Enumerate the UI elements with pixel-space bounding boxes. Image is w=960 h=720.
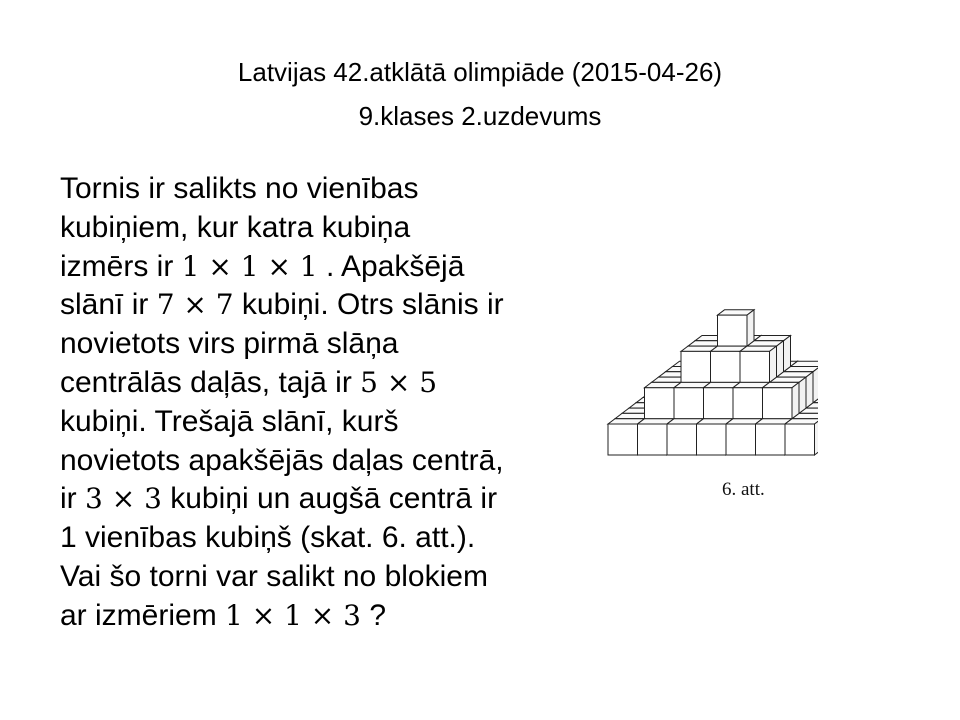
problem-line: Tornis ir salikts no vienības: [60, 172, 419, 205]
figure-caption: 6. att.: [722, 479, 765, 500]
cube-side-face: [806, 372, 813, 408]
problem-line: ar izmēriem 1 × 1 × 3 ?: [60, 598, 387, 632]
cube-front-face: [733, 388, 763, 419]
cube-front-face: [645, 388, 675, 419]
cube-side-face: [784, 336, 791, 372]
title-line-1: Latvijas 42.atklātā olimpiāde (2015-04-26): [237, 57, 723, 87]
cube-front-face: [740, 351, 770, 382]
problem-line: ir 3 × 3 kubiņi un augšā centrā ir: [60, 482, 498, 516]
problem-line: novietots apakšējās daļas centrā,: [60, 443, 504, 477]
cube-side-face: [777, 341, 784, 377]
stepped-pyramid-figure: [604, 300, 818, 510]
cube-side-face: [792, 382, 799, 418]
cube-front-face: [756, 424, 786, 455]
cube-front-face: [681, 351, 711, 382]
cube-front-face: [718, 315, 748, 346]
cube-front-face: [711, 351, 741, 382]
cube-side-face: [813, 367, 818, 403]
math-expression: 5 × 5: [360, 365, 438, 399]
cube-side-face: [799, 377, 806, 413]
cube-side-face: [815, 419, 819, 455]
cube-front-face: [667, 424, 697, 455]
math-expression: 1 × 1 × 1: [181, 249, 318, 283]
problem-line: kubiņi. Trešajā slānī, kurš: [60, 404, 399, 438]
cube-front-face: [726, 424, 756, 455]
slide-title: [0, 50, 960, 138]
cube-front-face: [785, 424, 815, 455]
cube-front-face: [697, 424, 727, 455]
math-expression: 3 × 3: [85, 482, 162, 516]
problem-line: kubiņiem, kur katra kubiņa: [60, 210, 411, 244]
cube-front-face: [674, 388, 704, 419]
cube-side-face: [747, 310, 754, 346]
cube-front-face: [704, 388, 734, 419]
math-expression: 1 × 1 × 3: [225, 598, 361, 632]
title-line-2: 9.klases 2.uzdevums: [358, 101, 602, 131]
problem-line: Vai šo torni var salikt no blokiem: [60, 559, 488, 593]
cube-front-face: [763, 388, 793, 419]
problem-line: centrālās daļās, tajā ir 5 × 5: [60, 365, 438, 399]
problem-line: izmērs ir 1 × 1 × 1 . Apakšējā: [60, 249, 465, 283]
problem-text: [60, 170, 620, 636]
math-expression: 7 × 7: [156, 288, 234, 322]
cube-side-face: [770, 346, 777, 382]
problem-line: slānī ir 7 × 7 kubiņi. Otrs slānis ir: [60, 288, 504, 322]
problem-line: novietots virs pirmā slāņa: [60, 327, 399, 361]
cube-front-face: [638, 424, 668, 455]
cube-front-face: [608, 424, 638, 455]
problem-line: 1 vienības kubiņš (skat. 6. att.).: [60, 521, 476, 555]
